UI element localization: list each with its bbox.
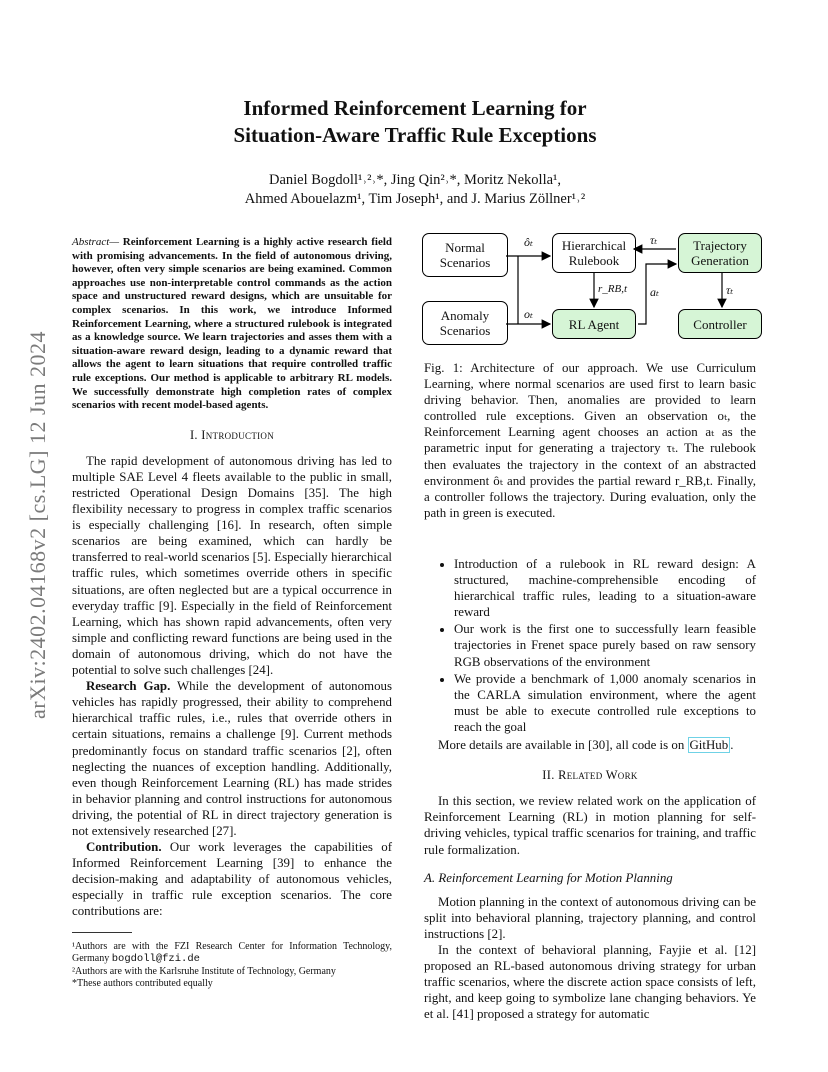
authors-line-2: Ahmed Abouelazm¹, Tim Joseph¹, and J. Marius Zöllner¹˒² [244, 191, 586, 207]
footnote-2: ²Authors are with the Karlsruhe Institute of Technology, Germany [72, 965, 336, 977]
research-gap-paragraph [72, 678, 392, 839]
box-trajectory-generation: Trajectory Generation [678, 233, 762, 273]
related-work-intro: In this section, we review related work on the application of Reinforcement Learning (RL) in motion planning for self-driving vehicles, typical traffic scenarios for training, and traffic rule formalization. [424, 794, 756, 857]
figure-caption: Fig. 1: Architecture of our approach. We use Curriculum Learning, where normal scenarios are used first to learn basic driving behavior. Then, anomalies are provided to learn controlled rule exceptions. Given an observation oₜ, the Reinforcement Learning agent chooses an action aₜ as the parametric input for generating a trajectory τₜ. The rulebook then evaluates the trajectory in the context of an abstracted environment ôₜ and provides the partial reward r_RB,t. Finally, a controller follows the trajectory. During evaluation, only the path in green is executed. [424, 361, 756, 520]
contribution-item: • Introduction of a rulebook in RL reward design: A structured, machine-comprehensible encoding of hierarchical traffic rules, leading to a situation-aware reward [454, 556, 756, 620]
subsection-heading-rl-motion-planning: A. Reinforcement Learning for Motion Planning [424, 870, 673, 885]
box-normal-scenarios: Normal Scenarios [422, 233, 508, 277]
label-o: oₜ [524, 307, 533, 321]
title-line-2: Situation-Aware Traffic Rule Exceptions [233, 123, 597, 147]
author-list [150, 171, 680, 209]
arxiv-identifier: arXiv:2402.04168v2 [cs.LG] 12 Jun 2024 [25, 330, 50, 720]
authors-line-1: Daniel Bogdoll¹˒²˒*, Jing Qin²˒*, Moritz Nekolla¹, [268, 172, 562, 188]
section-heading-related-work: II. Related Work [542, 768, 638, 783]
motion-planning-paragraph-2: In the context of behavioral planning, Fayjie et al. [12] proposed an RL-based autonomous driving strategy for urban traffic scenarios, where the discrete action space consists of left, right, and keep going to symbolize lane changing behaviors. Ye et al. [41] proposed a strategy for automatic [424, 942, 756, 1022]
research-gap-label: Research Gap. [86, 679, 171, 694]
box-rl-agent: RL Agent [552, 309, 636, 339]
contribution-label: Contribution. [86, 840, 162, 855]
intro-paragraph-1: The rapid development of autonomous driving has led to multiple SAE Level 4 fleets available to the public in small, restricted Operational Design Domains [35]. The high flexibility necessary to progress in complex traffic scenarios is especially challenging [16]. In research, often simple scenarios are being examined, which can hardly be transferred to real-world scenarios [5]. Especially hierarchical traffic rules, which sometimes override others in specific situations, are often neglected but are a typical occurrence in everyday traffic [9]. Especially in the field of Reinforcement Learning, which has shown rapid advancements, often very simple and conflicting reward functions are being used in the domain of autonomous driving, which do not have the potential to solve such challenges [24]. [72, 453, 392, 678]
motion-planning-paragraph-1: Motion planning in the context of autonomous driving can be split into behavioral planning, trajectory planning, and control instructions [2]. [424, 894, 756, 941]
box-anomaly-scenarios: Anomaly Scenarios [422, 301, 508, 345]
label-tau-1: τₜ [650, 233, 658, 247]
research-gap-text: While the development of autonomous vehicles has rapidly progressed, their ability to comprehend hierarchical traffic rules, i.e., rules that override others in certain situations, remains a challenge [9]. Current methods predominantly focus on standard traffic scenarios [2], often neglecting the nuances of exception handling. Additionally, even though Reinforcement Learning (RL) has made strides in behavior planning and control instructions for autonomous driving, the potential of RL in direct trajectory generation is not extensively researched [27]. [72, 679, 392, 838]
abstract-label: Abstract— [72, 236, 120, 248]
title-line-1: Informed Reinforcement Learning for [243, 96, 587, 120]
box-hierarchical-rulebook: Hierarchical Rulebook [552, 233, 636, 273]
github-link[interactable]: GitHub [689, 738, 729, 753]
contribution-list [424, 556, 756, 735]
more-details-line: More details are available in [30], all code is on GitHub . [438, 738, 734, 753]
right-column [424, 556, 756, 1022]
footnote-3: *These authors contributed equally [72, 978, 213, 990]
contribution-text: Our work leverages the capabilities of Informed Reinforcement Learning [39] to enhance the decision-making and adaptability of autonomous vehicles, especially in traffic rule exception scenarios. The core contributions are: [72, 840, 392, 919]
footnote-divider [72, 932, 132, 933]
label-reward: r_RB,t [598, 283, 628, 295]
label-action: aₜ [650, 285, 659, 299]
left-column [72, 236, 392, 991]
paper-title [150, 95, 680, 149]
box-controller: Controller [678, 309, 762, 339]
abstract [72, 236, 392, 413]
footnote-1: ¹Authors are with the FZI Research Center for Information Technology, Germany bogdoll@fzi.de [72, 940, 392, 966]
footnotes [72, 941, 392, 991]
section-heading-introduction: I. Introduction [189, 427, 275, 442]
contribution-paragraph [72, 839, 392, 919]
author-email: bogdoll@fzi.de [111, 953, 200, 966]
contribution-item: • Our work is the first one to successfully learn feasible trajectories in Frenet space purely based on raw sensory RGB observations of the environment [454, 621, 756, 669]
contribution-item: • We provide a benchmark of 1,000 anomaly scenarios in the CARLA simulation environment, where the agent must be able to execute controlled rule exceptions to reach the goal [454, 671, 756, 735]
abstract-text: Reinforcement Learning is a highly active research field with promising advancements. In the field of autonomous driving, however, often very simple scenarios are being examined. Common approaches use non-interpretable control commands as the action space and unstructured reward designs, which are unsuitable for complex scenarios. In this work, we introduce Informed Reinforcement Learning, where a structured rulebook is integrated as a knowledge source. We learn trajectories and asses them with a situation-aware reward design, leading to a dynamic reward that allows the agent to learn situations that require controlled traffic rule exceptions. Our method is applicable to arbitrary RL models. We successfully demonstrate high completion rates of complex scenarios with recent model-based agents. [72, 236, 392, 412]
architecture-figure [420, 229, 764, 349]
label-tau-2: τₜ [726, 283, 734, 297]
label-o-hat: ôₜ [524, 235, 533, 249]
